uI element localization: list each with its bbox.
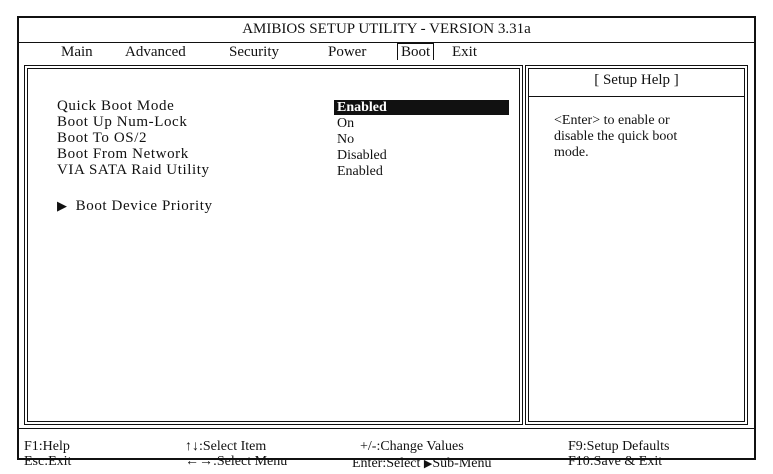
help-title: [ Setup Help ] — [594, 72, 679, 88]
menu-exit[interactable]: Exit — [452, 44, 477, 60]
menu-power[interactable]: Power — [328, 44, 367, 60]
setting-label-boot-to-os2[interactable]: Boot To OS/2 — [57, 130, 148, 146]
hint-change-values: +/-:Change Values — [360, 439, 464, 454]
settings-panel — [24, 65, 523, 425]
setting-value-num-lock[interactable]: On — [337, 116, 355, 131]
hint-f9-defaults: F9:Setup Defaults — [568, 439, 670, 454]
help-panel — [525, 65, 748, 425]
setting-value-via-sata-raid[interactable]: Enabled — [337, 164, 383, 179]
menu-boot[interactable]: Boot — [397, 43, 434, 60]
sub-menu-arrow-icon: ▶ — [423, 458, 433, 470]
setting-value-boot-from-network[interactable]: Disabled — [337, 148, 387, 163]
menu-security[interactable]: Security — [229, 44, 279, 60]
hint-enter-select-label: Enter:Select — [352, 456, 421, 471]
help-divider — [529, 96, 744, 97]
setting-value-boot-to-os2[interactable]: No — [337, 132, 355, 147]
help-text: <Enter> to enable or disable the quick boot mode. — [554, 113, 678, 160]
submenu-arrow-icon: ▶ — [57, 198, 68, 213]
help-panel-inner — [528, 68, 745, 422]
setting-value-quick-boot[interactable]: Enabled — [334, 100, 509, 115]
setting-label-quick-boot[interactable]: Quick Boot Mode — [57, 98, 175, 114]
menu-advanced[interactable]: Advanced — [125, 44, 186, 60]
hint-sub-menu-label: Sub-Menu — [432, 456, 492, 471]
hint-select-item: ↑↓:Select Item — [185, 439, 267, 454]
menu-main[interactable]: Main — [61, 44, 93, 60]
hint-enter-select — [352, 456, 492, 472]
hint-select-menu: ←→:Select Menu — [185, 454, 288, 469]
key-hint-bar — [19, 428, 754, 471]
hint-f10-save-exit: F10:Save & Exit — [568, 454, 663, 469]
submenu-label: Boot Device Priority — [75, 198, 213, 214]
setting-label-num-lock[interactable]: Boot Up Num-Lock — [57, 114, 188, 130]
hint-f1-help: F1:Help — [24, 439, 70, 454]
bios-window — [17, 16, 756, 471]
window-title: AMIBIOS SETUP UTILITY - VERSION 3.31a — [242, 21, 531, 37]
menu-bar — [19, 42, 754, 61]
hint-esc-exit: Esc:Exit — [24, 454, 72, 469]
setting-label-via-sata-raid[interactable]: VIA SATA Raid Utility — [57, 162, 210, 178]
setting-label-boot-from-network[interactable]: Boot From Network — [57, 146, 189, 162]
submenu-boot-device-priority[interactable] — [57, 198, 213, 215]
settings-panel-inner — [27, 68, 520, 422]
